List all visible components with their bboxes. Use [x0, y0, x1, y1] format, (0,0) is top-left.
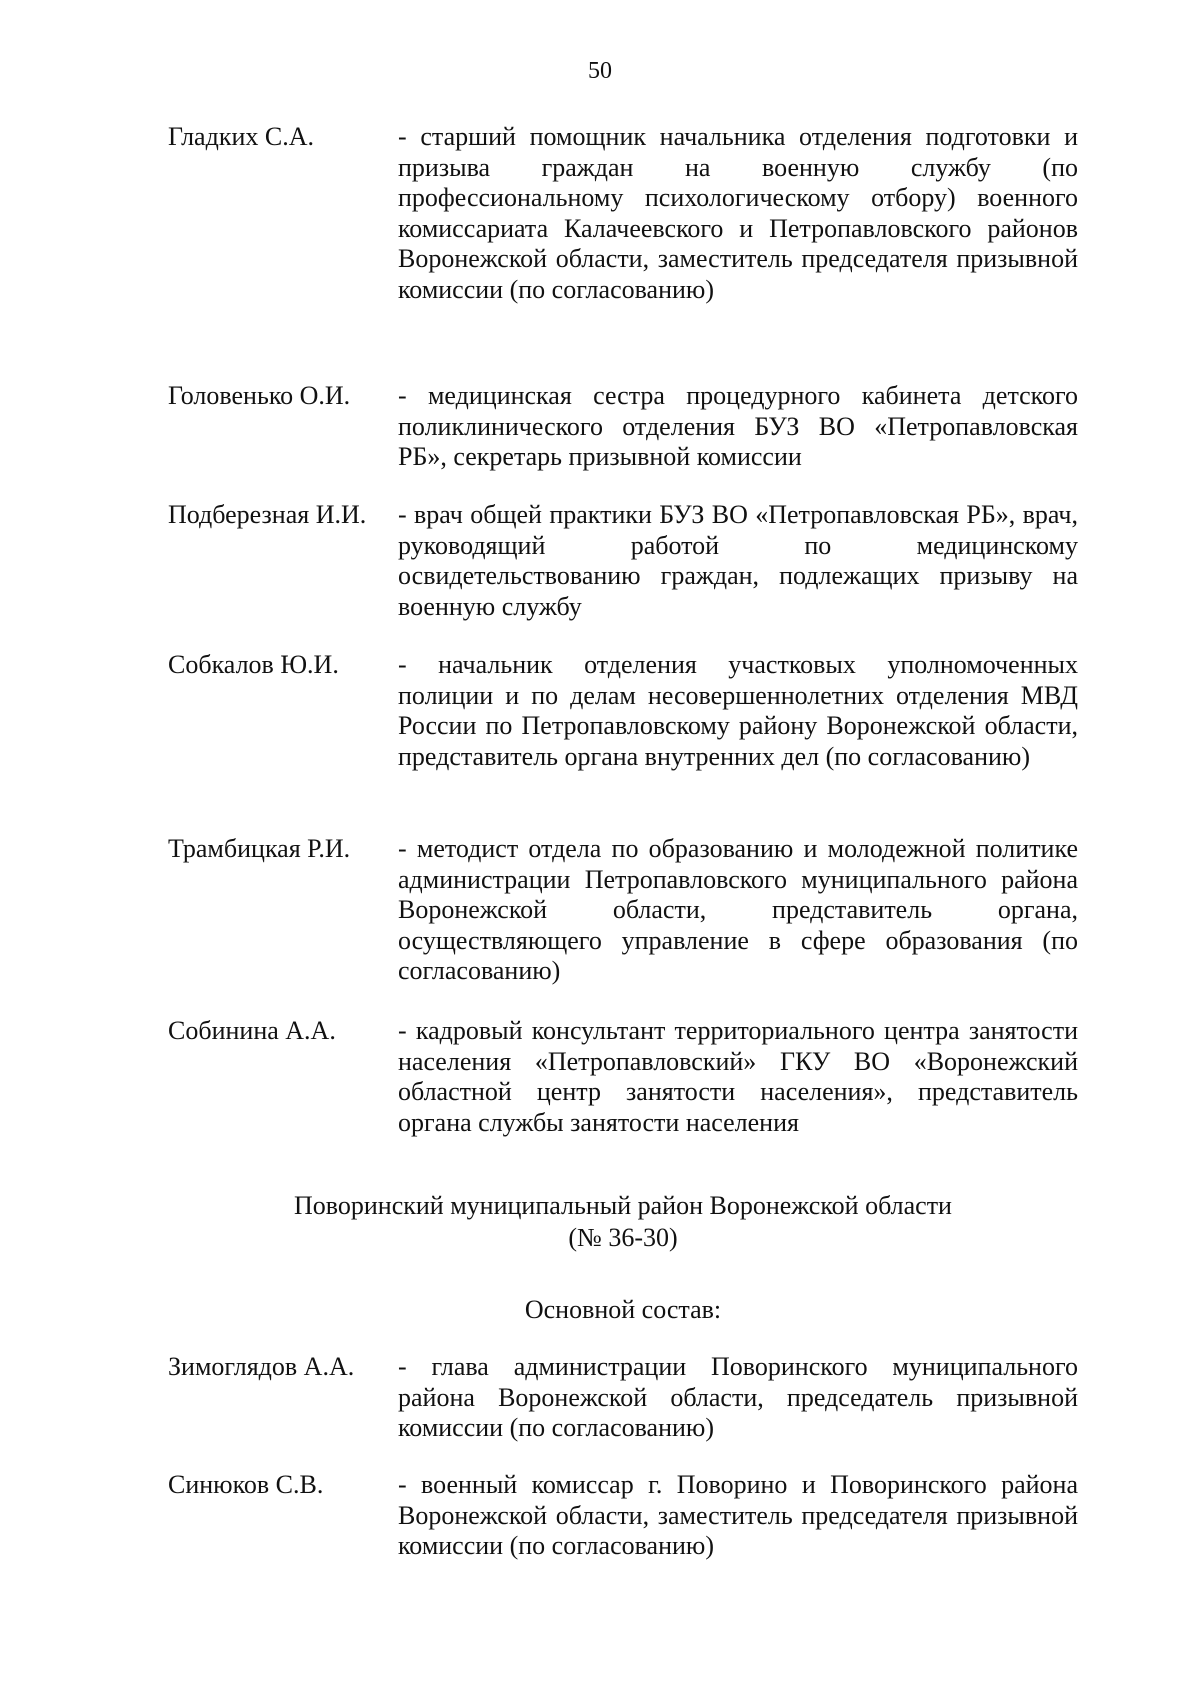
- member-name: Зимоглядов А.А.: [168, 1352, 355, 1381]
- member-description: - старший помощник начальника отделения подготовки и призыва граждан на военную службу (по профессиональному психологическому отбору) военного комиссариата Калачеевского и Петропавловского районов Воронежской области, заместитель председателя призывной комиссии (по согласованию): [398, 122, 1078, 304]
- member-description: - методист отдела по образованию и молодежной политике администрации Петропавловского муниципального района Воронежской области, представитель органа, осуществляющего управление в сфере образования (по согласованию): [398, 834, 1078, 985]
- member-entry-trambitskaya: [168, 834, 1078, 987]
- member-description: - кадровый консультант территориального центра занятости населения «Петропавловский» ГКУ ВО «Воронежский областной центр занятости населения», представитель органа службы занятости населения: [398, 1016, 1078, 1137]
- member-entry-golovenko: [168, 381, 1078, 473]
- member-description: - начальник отделения участковых уполномоченных полиции и по делам несовершеннолетних отделения МВД России по Петропавловскому району Воронежской области, представитель органа внутренних дел (по согласованию): [398, 650, 1078, 771]
- member-entry-gladkikh: [168, 122, 1078, 305]
- member-name: Головенько О.И.: [168, 381, 351, 410]
- member-name: Синюков С.В.: [168, 1470, 324, 1499]
- section-subtitle: Основной состав:: [524, 1295, 722, 1324]
- member-description: - военный комиссар г. Поворино и Поворинского района Воронежской области, заместитель председателя призывной комиссии (по согласованию): [398, 1470, 1078, 1560]
- section-number: (№ 36-30): [568, 1223, 678, 1252]
- member-description: - врач общей практики БУЗ ВО «Петропавловская РБ», врач, руководящий работой по медицинскому освидетельствованию граждан, подлежащих призыву на военную службу: [398, 500, 1078, 621]
- section-title: Поворинский муниципальный район Воронежской области: [294, 1191, 952, 1220]
- member-name: Трамбицкая Р.И.: [168, 834, 351, 863]
- member-description: - глава администрации Поворинского муниципального района Воронежской области, председатель призывной комиссии (по согласованию): [398, 1352, 1078, 1442]
- member-name: Собкалов Ю.И.: [168, 650, 339, 679]
- member-entry-sobkalov: [168, 650, 1078, 772]
- member-name: Собинина А.А.: [168, 1016, 336, 1045]
- member-name: Подберезная И.И.: [168, 500, 367, 529]
- page-number: 50: [588, 58, 612, 84]
- member-entry-sobinina: [168, 1016, 1078, 1138]
- member-description: - медицинская сестра процедурного кабинета детского поликлинического отделения БУЗ ВО «Петропавловская РБ», секретарь призывной комиссии: [398, 381, 1078, 471]
- member-entry-zimoglyadov: [168, 1352, 1078, 1444]
- member-entry-sinyukov: [168, 1470, 1078, 1562]
- member-entry-podbereznaya: [168, 500, 1078, 622]
- member-name: Гладких С.А.: [168, 122, 314, 151]
